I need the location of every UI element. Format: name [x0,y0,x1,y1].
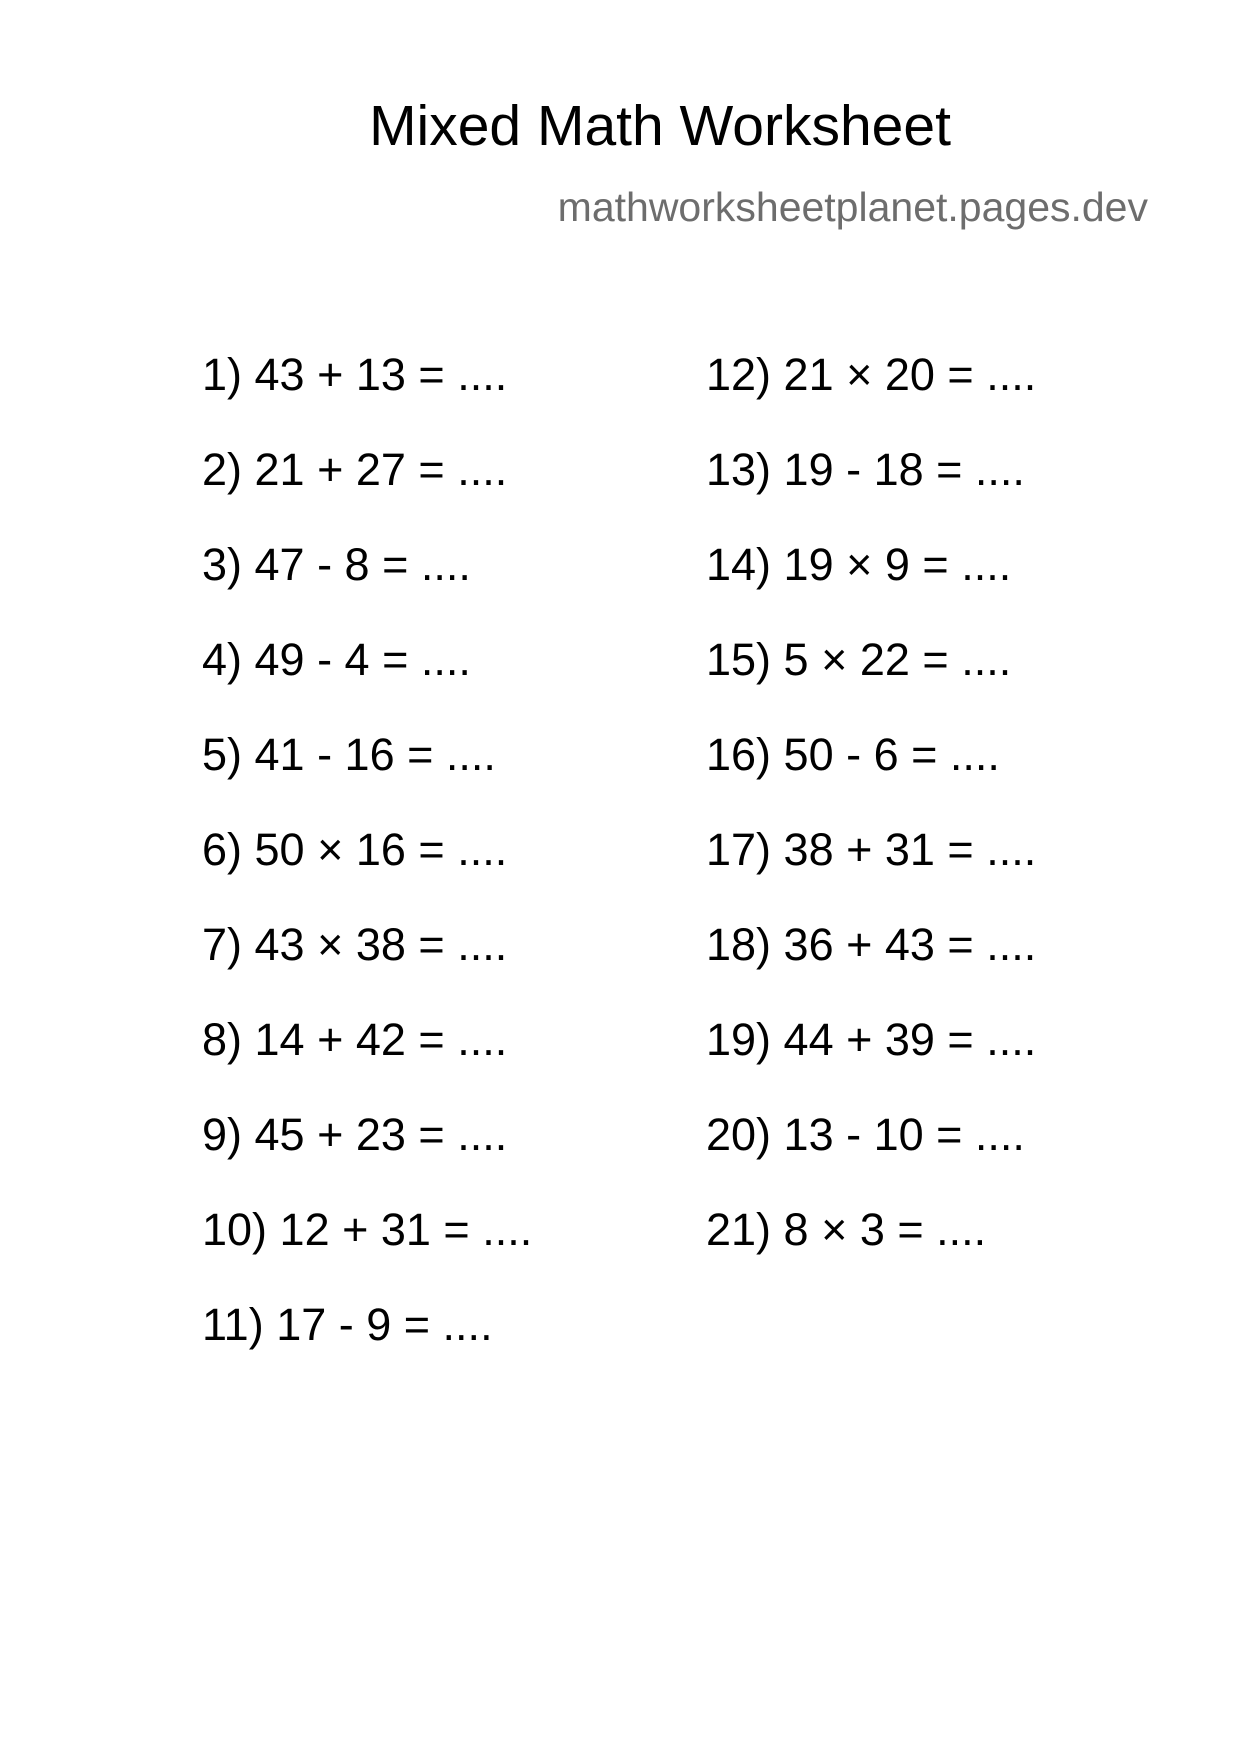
problem-item: 11) 17 - 9 = .... [202,1299,493,1350]
problem-item: 13) 19 - 18 = .... [706,444,1025,495]
worksheet-title: Mixed Math Worksheet [369,94,951,158]
problem-item: 8) 14 + 42 = .... [202,1014,508,1065]
problem-item: 1) 43 + 13 = .... [202,349,508,400]
problem-item: 6) 50 × 16 = .... [202,824,508,875]
problem-item: 9) 45 + 23 = .... [202,1109,508,1160]
problem-column-left [202,349,533,1397]
problem-item: 18) 36 + 43 = .... [706,919,1037,970]
problem-item: 4) 49 - 4 = .... [202,634,471,685]
problem-item: 19) 44 + 39 = .... [706,1014,1037,1065]
problem-item: 5) 41 - 16 = .... [202,729,496,780]
problem-item: 2) 21 + 27 = .... [202,444,508,495]
problem-item: 17) 38 + 31 = .... [706,824,1037,875]
problem-item: 7) 43 × 38 = .... [202,919,508,970]
website-url: mathworksheetplanet.pages.dev [557,184,1148,230]
problem-item: 16) 50 - 6 = .... [706,729,1000,780]
problem-item: 3) 47 - 8 = .... [202,539,471,590]
problem-item: 10) 12 + 31 = .... [202,1204,533,1255]
problem-item: 21) 8 × 3 = .... [706,1204,987,1255]
problem-item: 15) 5 × 22 = .... [706,634,1012,685]
problem-column-right [706,349,1037,1302]
problem-item: 12) 21 × 20 = .... [706,349,1037,400]
problem-item: 14) 19 × 9 = .... [706,539,1012,590]
problem-item: 20) 13 - 10 = .... [706,1109,1025,1160]
